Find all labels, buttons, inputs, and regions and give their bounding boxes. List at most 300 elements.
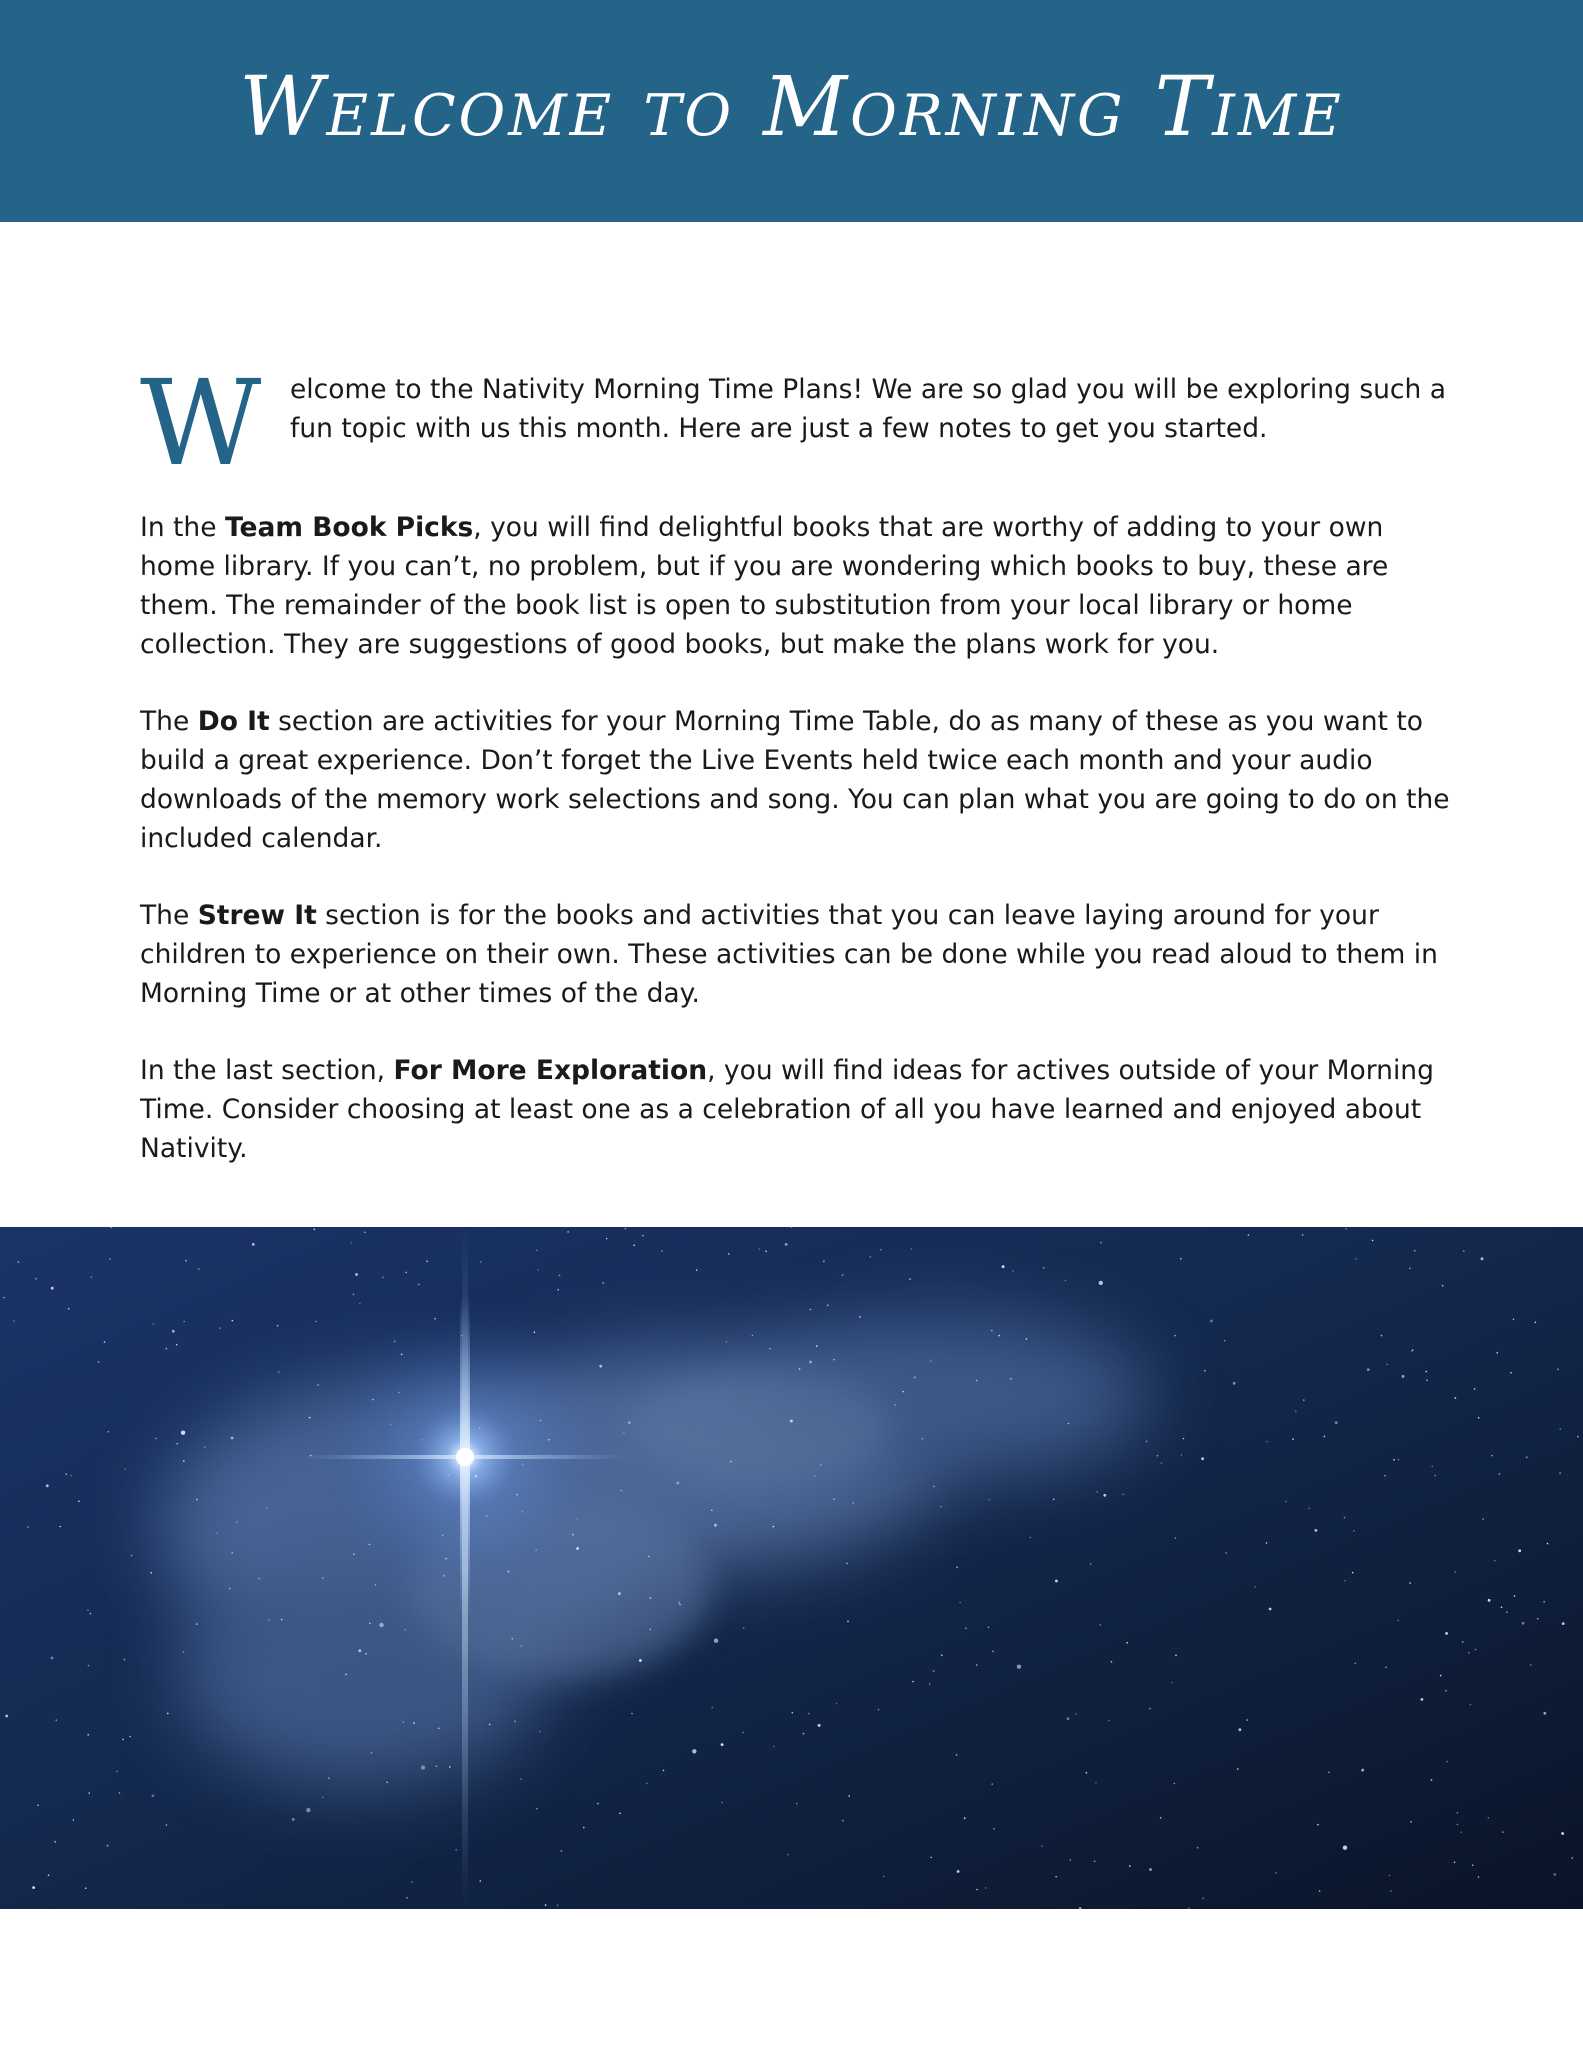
star-dot: [796, 1803, 798, 1805]
star-dot: [676, 1482, 679, 1485]
star-dot: [418, 1284, 420, 1286]
star-dot: [663, 1770, 665, 1772]
star-dot: [842, 1274, 844, 1276]
star-dot: [1181, 1454, 1183, 1456]
star-dot: [633, 1244, 635, 1246]
header-banner: [0, 0, 1583, 222]
star-dot: [1295, 1411, 1297, 1413]
star-dot: [1454, 1862, 1456, 1864]
star-dot: [730, 1461, 732, 1463]
star-dot: [1499, 1473, 1501, 1475]
star-dot: [1254, 1586, 1256, 1588]
star-dot: [231, 1552, 233, 1554]
star-dot: [1398, 1620, 1400, 1622]
star-dot: [628, 1421, 631, 1424]
star-dot: [1202, 1898, 1204, 1900]
star-of-bethlehem-illustration: [0, 1227, 1583, 1909]
star-dot: [853, 1502, 855, 1504]
star-dot: [520, 1778, 522, 1780]
star-dot: [1478, 1417, 1480, 1419]
star-dot: [1103, 1494, 1106, 1497]
star-dot: [406, 1897, 408, 1899]
star-dot: [216, 1532, 218, 1534]
star-dot: [54, 1841, 56, 1843]
star-dot: [992, 1651, 994, 1653]
star-dot: [436, 1765, 438, 1767]
star-dot: [714, 1524, 717, 1527]
star-dot: [88, 1792, 90, 1794]
star-dot: [557, 1289, 559, 1291]
star-dot: [1026, 1338, 1028, 1340]
star-dot: [1455, 1397, 1457, 1399]
star-dot: [561, 1850, 563, 1852]
star-dot: [306, 1808, 310, 1812]
star-dot: [514, 1721, 516, 1723]
star-dot: [557, 1904, 559, 1906]
star-dot: [328, 1778, 330, 1780]
star-dot: [1043, 1267, 1045, 1269]
star-dot: [358, 1649, 361, 1652]
star-dot: [78, 1501, 80, 1503]
star-dot: [912, 1681, 914, 1683]
star-dot: [1157, 1455, 1159, 1457]
star-dot: [386, 1782, 388, 1784]
star-dot: [721, 1802, 723, 1804]
paragraph-text: , you will find delightful books that are worthy of adding to your own home library. If you can’t, no problem, but if you are wondering which books to buy, these are them. The remainder of the book list is open to substitution from your local library or home collection. They are suggestions of good books, but make the plans work for you.: [140, 512, 1389, 660]
star-dot: [151, 1572, 153, 1574]
star-dot: [1390, 1890, 1392, 1892]
star-dot: [108, 1431, 110, 1433]
star-dot: [726, 1341, 728, 1343]
star-dot: [198, 1268, 200, 1270]
star-dot: [1510, 1372, 1512, 1374]
star-dot: [1522, 1622, 1525, 1625]
paragraph-text: , you will find ideas for actives outside of your Morning Time. Consider choosing at least one as a celebration of all you have learned and enjoyed about Nativity.: [140, 1055, 1434, 1164]
star-dot: [1161, 1462, 1163, 1464]
star-dot: [661, 1250, 663, 1252]
star-dot: [51, 1287, 54, 1290]
star-dot: [623, 1431, 625, 1433]
star-dot: [964, 1817, 966, 1819]
star-dot: [152, 1794, 155, 1797]
star-dot: [232, 1320, 234, 1322]
star-dot: [1518, 1549, 1521, 1552]
star-dot: [153, 1323, 155, 1325]
star-dot: [545, 1904, 547, 1906]
star-dot: [808, 1713, 810, 1715]
star-dot: [278, 1371, 280, 1373]
star-dot: [183, 1460, 185, 1462]
star-dot: [1041, 1845, 1043, 1847]
star-dot: [799, 1368, 801, 1370]
star-dot: [426, 1261, 428, 1263]
star-dot: [1488, 1817, 1490, 1819]
star-dot: [266, 1507, 268, 1509]
star-dot: [1434, 1475, 1436, 1477]
drop-cap: W: [140, 354, 262, 492]
star-dot: [1526, 1456, 1528, 1458]
star-dot: [1414, 1250, 1416, 1252]
page-title: Welcome to Morning Time: [239, 59, 1344, 155]
star-dot: [91, 1276, 93, 1278]
star-dot: [309, 1417, 311, 1419]
star-dot: [1431, 1466, 1433, 1468]
star-dot: [125, 1468, 127, 1470]
star-dot: [870, 1256, 872, 1258]
star-dot: [1065, 1280, 1067, 1282]
star-dot: [833, 1359, 835, 1361]
star-dot: [827, 1304, 829, 1306]
star-dot: [1275, 1872, 1277, 1874]
star-dot: [1315, 1529, 1318, 1532]
star-dot: [833, 1498, 835, 1500]
strew-it-heading: Strew It: [197, 900, 317, 931]
star-dot: [1225, 1552, 1227, 1554]
star-dot: [167, 1713, 169, 1715]
star-dot: [314, 1229, 316, 1231]
star-dot: [405, 1629, 407, 1631]
star-dot: [1303, 1399, 1305, 1401]
star-dot: [537, 1269, 539, 1271]
star-dot: [1547, 1543, 1549, 1545]
star-dot: [185, 1260, 187, 1262]
star-dot: [728, 1253, 730, 1255]
star-dot: [567, 1231, 569, 1233]
star-dot: [1488, 1599, 1491, 1602]
star-dot: [51, 1657, 54, 1660]
star-dot: [1571, 1857, 1573, 1859]
star-dot: [759, 1248, 761, 1250]
star-dot: [1494, 1560, 1496, 1562]
star-dot: [818, 1724, 821, 1727]
star-dot: [790, 1420, 793, 1423]
star-dot: [355, 1273, 358, 1276]
star-dot: [842, 1820, 844, 1822]
star-dot: [914, 1377, 916, 1379]
star-dot: [1122, 1494, 1124, 1496]
star-dot: [32, 1886, 35, 1889]
star-dot: [933, 1486, 935, 1488]
star-dot: [1248, 1234, 1250, 1236]
star-dot: [379, 1623, 383, 1627]
star-dot: [176, 1344, 178, 1346]
star-dot: [1352, 1572, 1354, 1574]
star-dot: [87, 1610, 89, 1612]
star-dot: [70, 1475, 72, 1477]
star-dot: [166, 1824, 168, 1826]
star-dot: [181, 1431, 185, 1435]
star-dot: [1412, 1349, 1414, 1351]
star-dot: [1183, 1438, 1185, 1440]
star-dot: [619, 1813, 621, 1815]
star-dot: [1171, 1682, 1173, 1684]
star-dot: [1562, 1622, 1565, 1625]
star-dot: [743, 1627, 745, 1629]
star-dot: [1535, 1322, 1537, 1324]
star-dot: [991, 1330, 993, 1332]
star-dot: [411, 1881, 413, 1883]
star-dot: [315, 1321, 317, 1323]
star-dot: [1174, 1783, 1176, 1785]
star-dot: [1445, 1632, 1448, 1635]
for-more-exploration-heading: For More Exploration: [393, 1055, 708, 1086]
star-dot: [1266, 1441, 1268, 1443]
star-dot: [679, 1604, 681, 1606]
star-dot: [957, 1870, 960, 1873]
star-dot: [1017, 1665, 1021, 1669]
star-dot: [648, 1556, 650, 1558]
paragraph-text: In the last section,: [140, 1055, 394, 1086]
star-dot: [773, 1746, 775, 1748]
star-dot: [1553, 1873, 1556, 1876]
star-dot: [909, 1278, 911, 1280]
do-it-paragraph: [140, 702, 1450, 858]
star-dot: [606, 1238, 608, 1240]
star-dot: [1514, 1595, 1516, 1597]
star-dot: [1100, 1242, 1102, 1244]
star-dot: [1386, 1364, 1388, 1366]
star-dot: [1501, 1607, 1503, 1609]
star-dot: [883, 1876, 885, 1878]
star-dot: [639, 1659, 642, 1662]
star-dot: [455, 1849, 457, 1851]
welcome-text: [140, 354, 1450, 1206]
star-dot: [1180, 1258, 1182, 1260]
star-dot: [823, 1261, 825, 1263]
star-dot: [1197, 1847, 1199, 1849]
star-dot: [1472, 1864, 1474, 1866]
star-dot: [37, 1804, 39, 1806]
star-dot: [480, 1261, 482, 1263]
star-dot: [56, 1719, 58, 1721]
star-dot: [1292, 1438, 1294, 1440]
star-dot: [1055, 1580, 1058, 1583]
star-dot: [1393, 1459, 1395, 1461]
star-dot: [382, 1277, 384, 1279]
star-dot: [345, 1674, 347, 1676]
star-dot: [991, 1783, 993, 1785]
star-dot: [847, 1621, 849, 1623]
team-book-picks-paragraph: [140, 508, 1450, 664]
star-dot: [1506, 1611, 1508, 1613]
star-dot: [413, 1722, 415, 1724]
star-dot: [1537, 1618, 1539, 1620]
intro-paragraph: [140, 354, 1450, 492]
star-dot: [1146, 1441, 1148, 1443]
star-dot: [1012, 1270, 1014, 1272]
star-dot: [1455, 1571, 1457, 1573]
star-dot: [878, 1709, 880, 1711]
star-dot: [131, 1555, 133, 1557]
star-dot: [1086, 1772, 1088, 1774]
star-dot: [322, 1577, 324, 1579]
star-dot: [1367, 1368, 1370, 1371]
star-dot: [88, 1665, 90, 1667]
star-dot: [929, 1683, 931, 1685]
star-dot: [35, 1278, 37, 1280]
star-dot: [1094, 1861, 1096, 1863]
star-dot: [1457, 1824, 1459, 1826]
star-dot: [1425, 1371, 1427, 1373]
star-dot: [859, 1316, 861, 1318]
star-dot: [369, 1623, 371, 1625]
star-dot: [536, 1250, 538, 1252]
star-dot: [1070, 1859, 1072, 1861]
star-dot: [752, 1335, 754, 1337]
star-dot: [1557, 1368, 1559, 1370]
star-dot: [48, 1874, 50, 1876]
paragraph-text: In the: [140, 512, 225, 543]
star-dot: [65, 1473, 67, 1475]
star-dot: [46, 1484, 49, 1487]
star-dot: [1410, 1821, 1412, 1823]
star-dot: [721, 1743, 724, 1746]
star-dot: [292, 1818, 295, 1821]
star-dot: [350, 1242, 352, 1244]
star-dot: [1470, 1704, 1472, 1706]
star-dot: [956, 1566, 958, 1568]
star-dot: [711, 1707, 713, 1709]
star-dot: [1055, 1876, 1057, 1878]
star-dot: [621, 1490, 623, 1492]
star-dot: [236, 1521, 238, 1523]
star-dot: [1246, 1719, 1248, 1721]
star-dot: [1149, 1868, 1152, 1871]
star-dot: [976, 1889, 978, 1891]
star-dot: [650, 1629, 652, 1631]
star-dot: [1100, 1624, 1102, 1626]
star-dot: [259, 1578, 261, 1580]
star-dot: [1372, 1240, 1374, 1242]
star-dot: [1355, 1663, 1357, 1665]
star-dot: [1266, 1542, 1268, 1544]
star-dot: [1233, 1382, 1236, 1385]
star-dot: [116, 1771, 118, 1773]
star-dot: [1149, 1708, 1151, 1710]
intro-text: elcome to the Nativity Morning Time Plans! We are so glad you will be exploring such a fun topic with us this month. Here are just a few notes to get you started.: [290, 374, 1446, 444]
star-dot: [87, 1734, 89, 1736]
star-dot: [172, 1330, 175, 1333]
star-dot: [129, 1736, 131, 1738]
star-dot: [933, 1670, 935, 1672]
star-dot: [183, 1651, 185, 1653]
star-dot: [403, 1721, 405, 1723]
star-dot: [219, 1327, 221, 1329]
star-dot: [1384, 1475, 1386, 1477]
star-dot: [68, 1308, 70, 1310]
star-dot: [559, 1275, 561, 1277]
star-dot: [1319, 1890, 1321, 1892]
star-dot: [599, 1365, 602, 1368]
star-dot: [1431, 1779, 1433, 1781]
star-dot: [1491, 1455, 1493, 1457]
star-dot: [166, 1348, 168, 1350]
star-dot: [1409, 1268, 1411, 1270]
star-dot: [1269, 1608, 1272, 1611]
star-dot: [1188, 1907, 1190, 1909]
star-dot: [520, 1645, 522, 1647]
star-dot: [1560, 1428, 1562, 1430]
star-dot: [625, 1228, 627, 1230]
star-dot: [988, 1626, 990, 1628]
star-dot: [922, 1438, 924, 1440]
star-dot: [1421, 1698, 1424, 1701]
star-dot: [231, 1437, 234, 1440]
for-more-exploration-paragraph: [140, 1051, 1450, 1168]
star-dot: [85, 1887, 87, 1889]
star-dot: [1398, 1459, 1400, 1461]
star-dot: [1344, 1517, 1346, 1519]
star-dot: [1445, 1690, 1447, 1692]
star-dot: [438, 1728, 440, 1730]
star-dot: [1389, 1875, 1391, 1877]
star-dot: [1224, 1340, 1226, 1342]
star-dot: [993, 1828, 995, 1830]
star-dot: [1559, 1472, 1561, 1474]
star-dot: [785, 1243, 788, 1246]
star-dot: [73, 1819, 75, 1821]
star-dot: [1175, 1537, 1177, 1539]
star-dot: [1204, 1370, 1206, 1372]
star-dot: [959, 1602, 961, 1604]
star-dot: [985, 1887, 987, 1889]
star-dot: [1317, 1824, 1319, 1826]
star-dot: [809, 1361, 812, 1364]
star-dot: [1381, 1335, 1383, 1337]
star-dot: [480, 1880, 482, 1882]
star-dot: [107, 1845, 109, 1847]
star-dot: [489, 1724, 491, 1726]
star-dot: [998, 1335, 1000, 1337]
star-dot: [176, 1443, 178, 1445]
star-dot: [1496, 1352, 1498, 1354]
star-dot: [405, 1272, 407, 1274]
star-dot: [512, 1638, 514, 1640]
star-dot: [631, 1713, 633, 1715]
star-dot: [848, 1795, 850, 1797]
star-dot: [371, 1752, 373, 1754]
star-dot: [1362, 1769, 1364, 1771]
star-dot: [1462, 1641, 1464, 1643]
star-dot: [1075, 1713, 1077, 1715]
star-dot: [322, 1797, 324, 1799]
star-dot: [1502, 1831, 1504, 1833]
star-dot: [1543, 1601, 1545, 1603]
star-dot: [941, 1655, 943, 1657]
star-dot: [204, 1446, 206, 1448]
star-dot: [1308, 1508, 1310, 1510]
star-dot: [1010, 1378, 1012, 1380]
star-dot: [1095, 1782, 1097, 1784]
star-dot: [618, 1592, 621, 1595]
star-dot: [1513, 1319, 1515, 1321]
night-sky-image: [0, 1227, 1583, 1909]
star-dot: [155, 1438, 157, 1440]
star-dot: [1201, 1457, 1204, 1460]
star-dot: [1457, 1812, 1459, 1814]
star-dot: [1210, 1320, 1213, 1323]
star-dot: [1561, 1832, 1564, 1835]
star-dot: [1126, 1642, 1128, 1644]
star-dot: [1446, 1761, 1448, 1763]
star-dot: [1440, 1675, 1442, 1677]
star-dot: [183, 1321, 185, 1323]
do-it-heading: Do It: [197, 706, 270, 737]
star-dot: [1343, 1846, 1347, 1850]
star-dot: [1345, 1228, 1347, 1230]
star-dot: [252, 1243, 255, 1246]
star-dot: [353, 1294, 355, 1296]
